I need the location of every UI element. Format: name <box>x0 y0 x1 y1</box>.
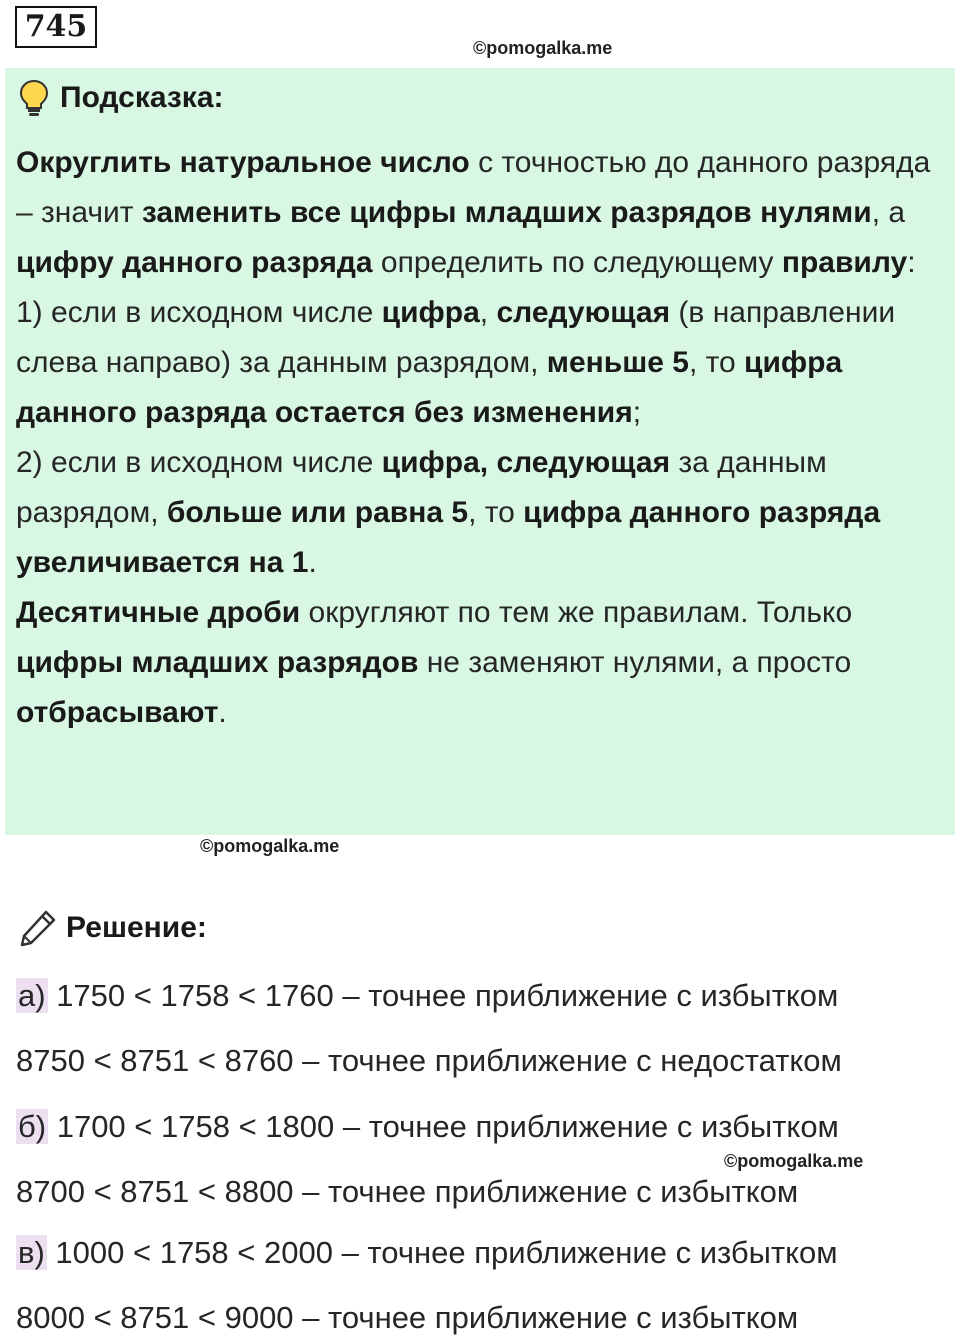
solution-line: б) 1700 < 1758 < 1800 – точнее приближение с избытком <box>18 1109 839 1144</box>
solution-line: 8700 < 8751 < 8800 – точнее приближение с избытком <box>16 1174 799 1209</box>
hint-title: Подсказка: <box>60 81 224 114</box>
watermark: ©pomogalka.me <box>200 836 340 856</box>
solution-title: Решение: <box>66 911 207 944</box>
solution-line: 8000 < 8751 < 9000 – точнее приближение с избытком <box>16 1300 799 1335</box>
watermark: ©pomogalka.me <box>473 38 613 58</box>
solution-line: 8750 < 8751 < 8760 – точнее приближение с недостатком <box>16 1043 842 1078</box>
hint-paragraph-rule: Округлить натуральное число с точностью до данного разряда – значит заменить все цифры младших разрядов нулями, а цифру данного разряда определить по следующему правилу: <box>16 146 931 279</box>
lightbulb-icon <box>18 79 50 117</box>
task-number: 745 <box>15 6 97 48</box>
pencil-icon <box>18 908 58 948</box>
solution-line: в) 1000 < 1758 < 2000 – точнее приближение с избытком <box>18 1235 838 1270</box>
watermark: ©pomogalka.me <box>724 1151 864 1171</box>
solution-header <box>18 906 207 950</box>
hint-body <box>16 138 941 738</box>
hint-header <box>18 78 224 118</box>
solution-line: а) 1750 < 1758 < 1760 – точнее приближение с избытком <box>18 978 839 1013</box>
hint-paragraph-case-2: 2) если в исходном числе цифра, следующая за данным разрядом, больше или равна 5, то цифра данного разряда увеличивается на 1. <box>16 446 881 579</box>
hint-paragraph-case-1: 1) если в исходном числе цифра, следующая (в направлении слева направо) за данным разрядом, меньше 5, то цифра данного разряда остается без изменения; <box>16 296 896 429</box>
hint-paragraph-decimals: Десятичные дроби округляют по тем же правилам. Только цифры младших разрядов не заменяют нулями, а просто отбрасывают. <box>16 596 853 729</box>
